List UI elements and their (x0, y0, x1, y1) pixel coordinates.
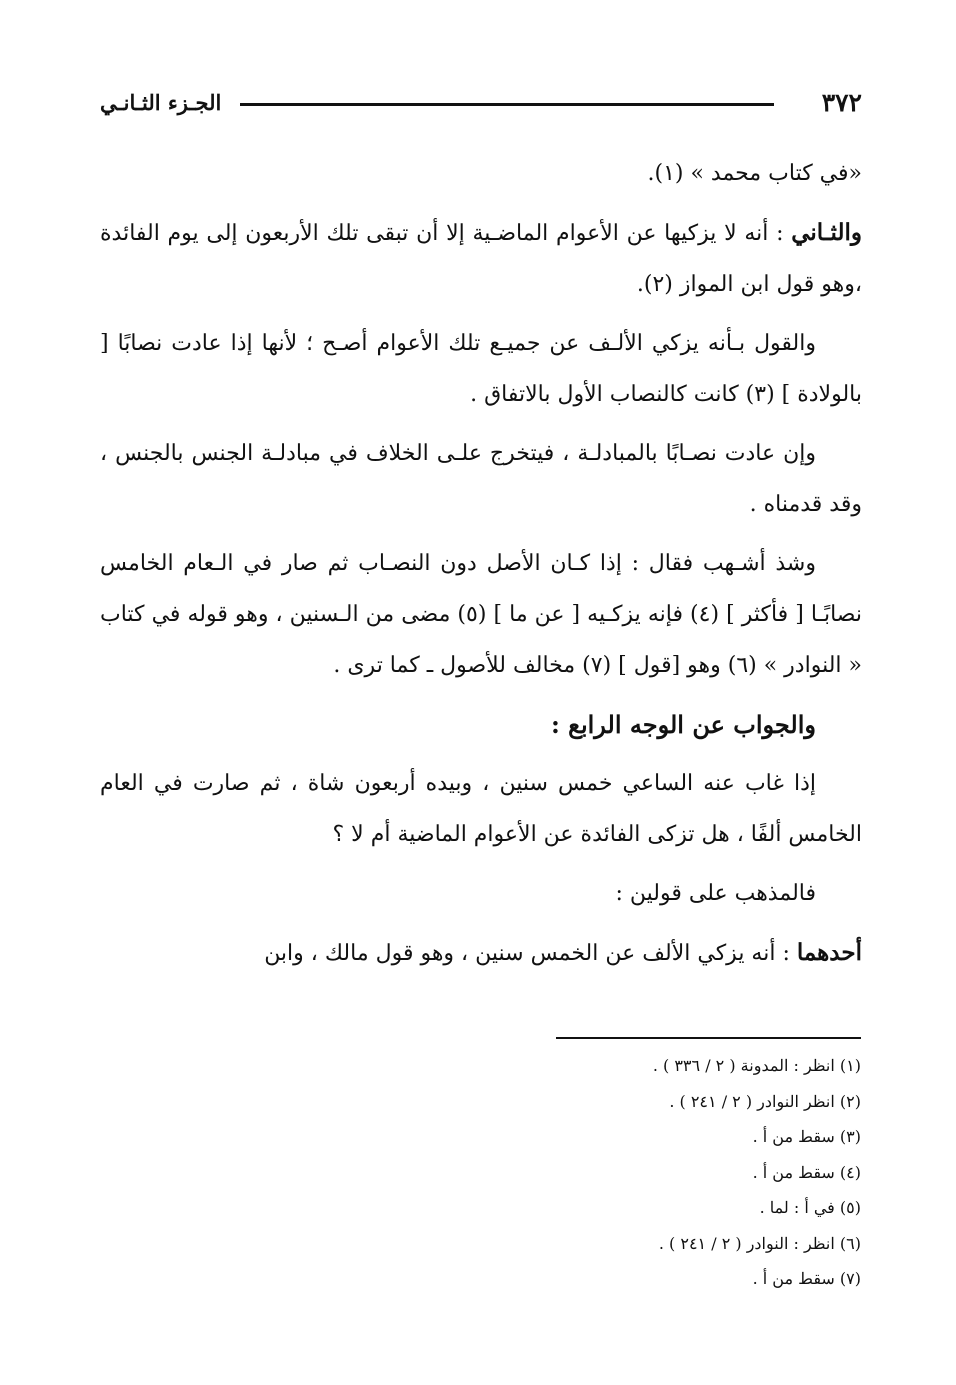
footnotes (381, 1048, 861, 1297)
section-heading (100, 699, 862, 750)
header-rule (240, 103, 774, 106)
paragraph-text: : أنه يزكي الألف عن الخمس سنين ، وهو قول مالك ، وابن (264, 941, 797, 966)
paragraph (100, 538, 862, 691)
paragraph (100, 758, 862, 860)
paragraph-text: فالمذهب على قولين : (615, 881, 816, 906)
paragraph-text: وشذ أشـهب فقال : إذا كـان الأصل دون النصـاب ثم صار في الـعام الخامس نصابًـا [ فأكثر ] (٤) فإنه يزكـيه [ عن ما ] (٥) مضى من الـسنين ، وهو قوله في كتاب « النوادر » (٦) وهو [قول ] (٧) مخالف للأصول ـ كما ترى . (100, 551, 863, 678)
paragraph-lead: والثـاني (791, 219, 862, 246)
paragraph-lead: أحدهما (796, 939, 862, 966)
main-text (100, 148, 862, 987)
paragraph-text: إذا غاب عنه الساعي خمس سنين ، وبيده أربعون شاة ، ثم صارت في العام الخامس ألفًا ، هل تزكى الفائدة عن الأعوام الماضية أم لا ؟ (100, 771, 862, 847)
paragraph-text: وإن عادت نصـابًا بالمبادلـة ، فيتخرج علـى الخلاف في مبادلـة الجنس بالجنس ، وقد قدمناه . (100, 441, 862, 517)
footnote: (٢) انظر النوادر ( ٢ / ٢٤١ ) . (669, 1091, 861, 1111)
footnote: (٥) في أ : لما . (759, 1198, 861, 1217)
paragraph (100, 207, 862, 310)
heading-text: والجواب عن الوجه الرابع : (550, 710, 816, 739)
footnote: (٣) سقط من أ . (752, 1127, 861, 1146)
paragraph (100, 148, 862, 199)
page-number: ٣٧٢ (821, 88, 862, 117)
running-header (100, 86, 862, 126)
paragraph (100, 318, 862, 420)
paragraph-text: «في كتاب محمد » (١). (647, 161, 862, 186)
paragraph (100, 927, 862, 979)
footnote: (٦) انظر : النوادر ( ٢ / ٢٤١ ) . (658, 1233, 861, 1253)
footnote: (٤) سقط من أ . (752, 1162, 861, 1182)
paragraph-text: : أنه لا يزكيها عن الأعوام الماضـية إلا أن تبقى تلك الأربعون إلى يوم الفائدة ،وهو قول ابن المواز (٢). (100, 221, 862, 297)
paragraph (100, 868, 862, 919)
paragraph-text: والقول بـأنه يزكي الألـف عن جميـع تلك الأعوام أصـح ؛ لأنها إذا عادت نصابًا [ بالولادة ] (٣) كانت كالنصاب الأول بالاتفاق . (100, 331, 862, 407)
footnote: (٧) سقط من أ . (752, 1269, 861, 1288)
footnote-rule (556, 1037, 861, 1039)
paragraph (100, 428, 862, 530)
footnote: (١) انظر : المدونة ( ٢ / ٣٣٦ ) . (652, 1056, 861, 1075)
part-title: الجـزء الثـانـي (100, 90, 222, 115)
